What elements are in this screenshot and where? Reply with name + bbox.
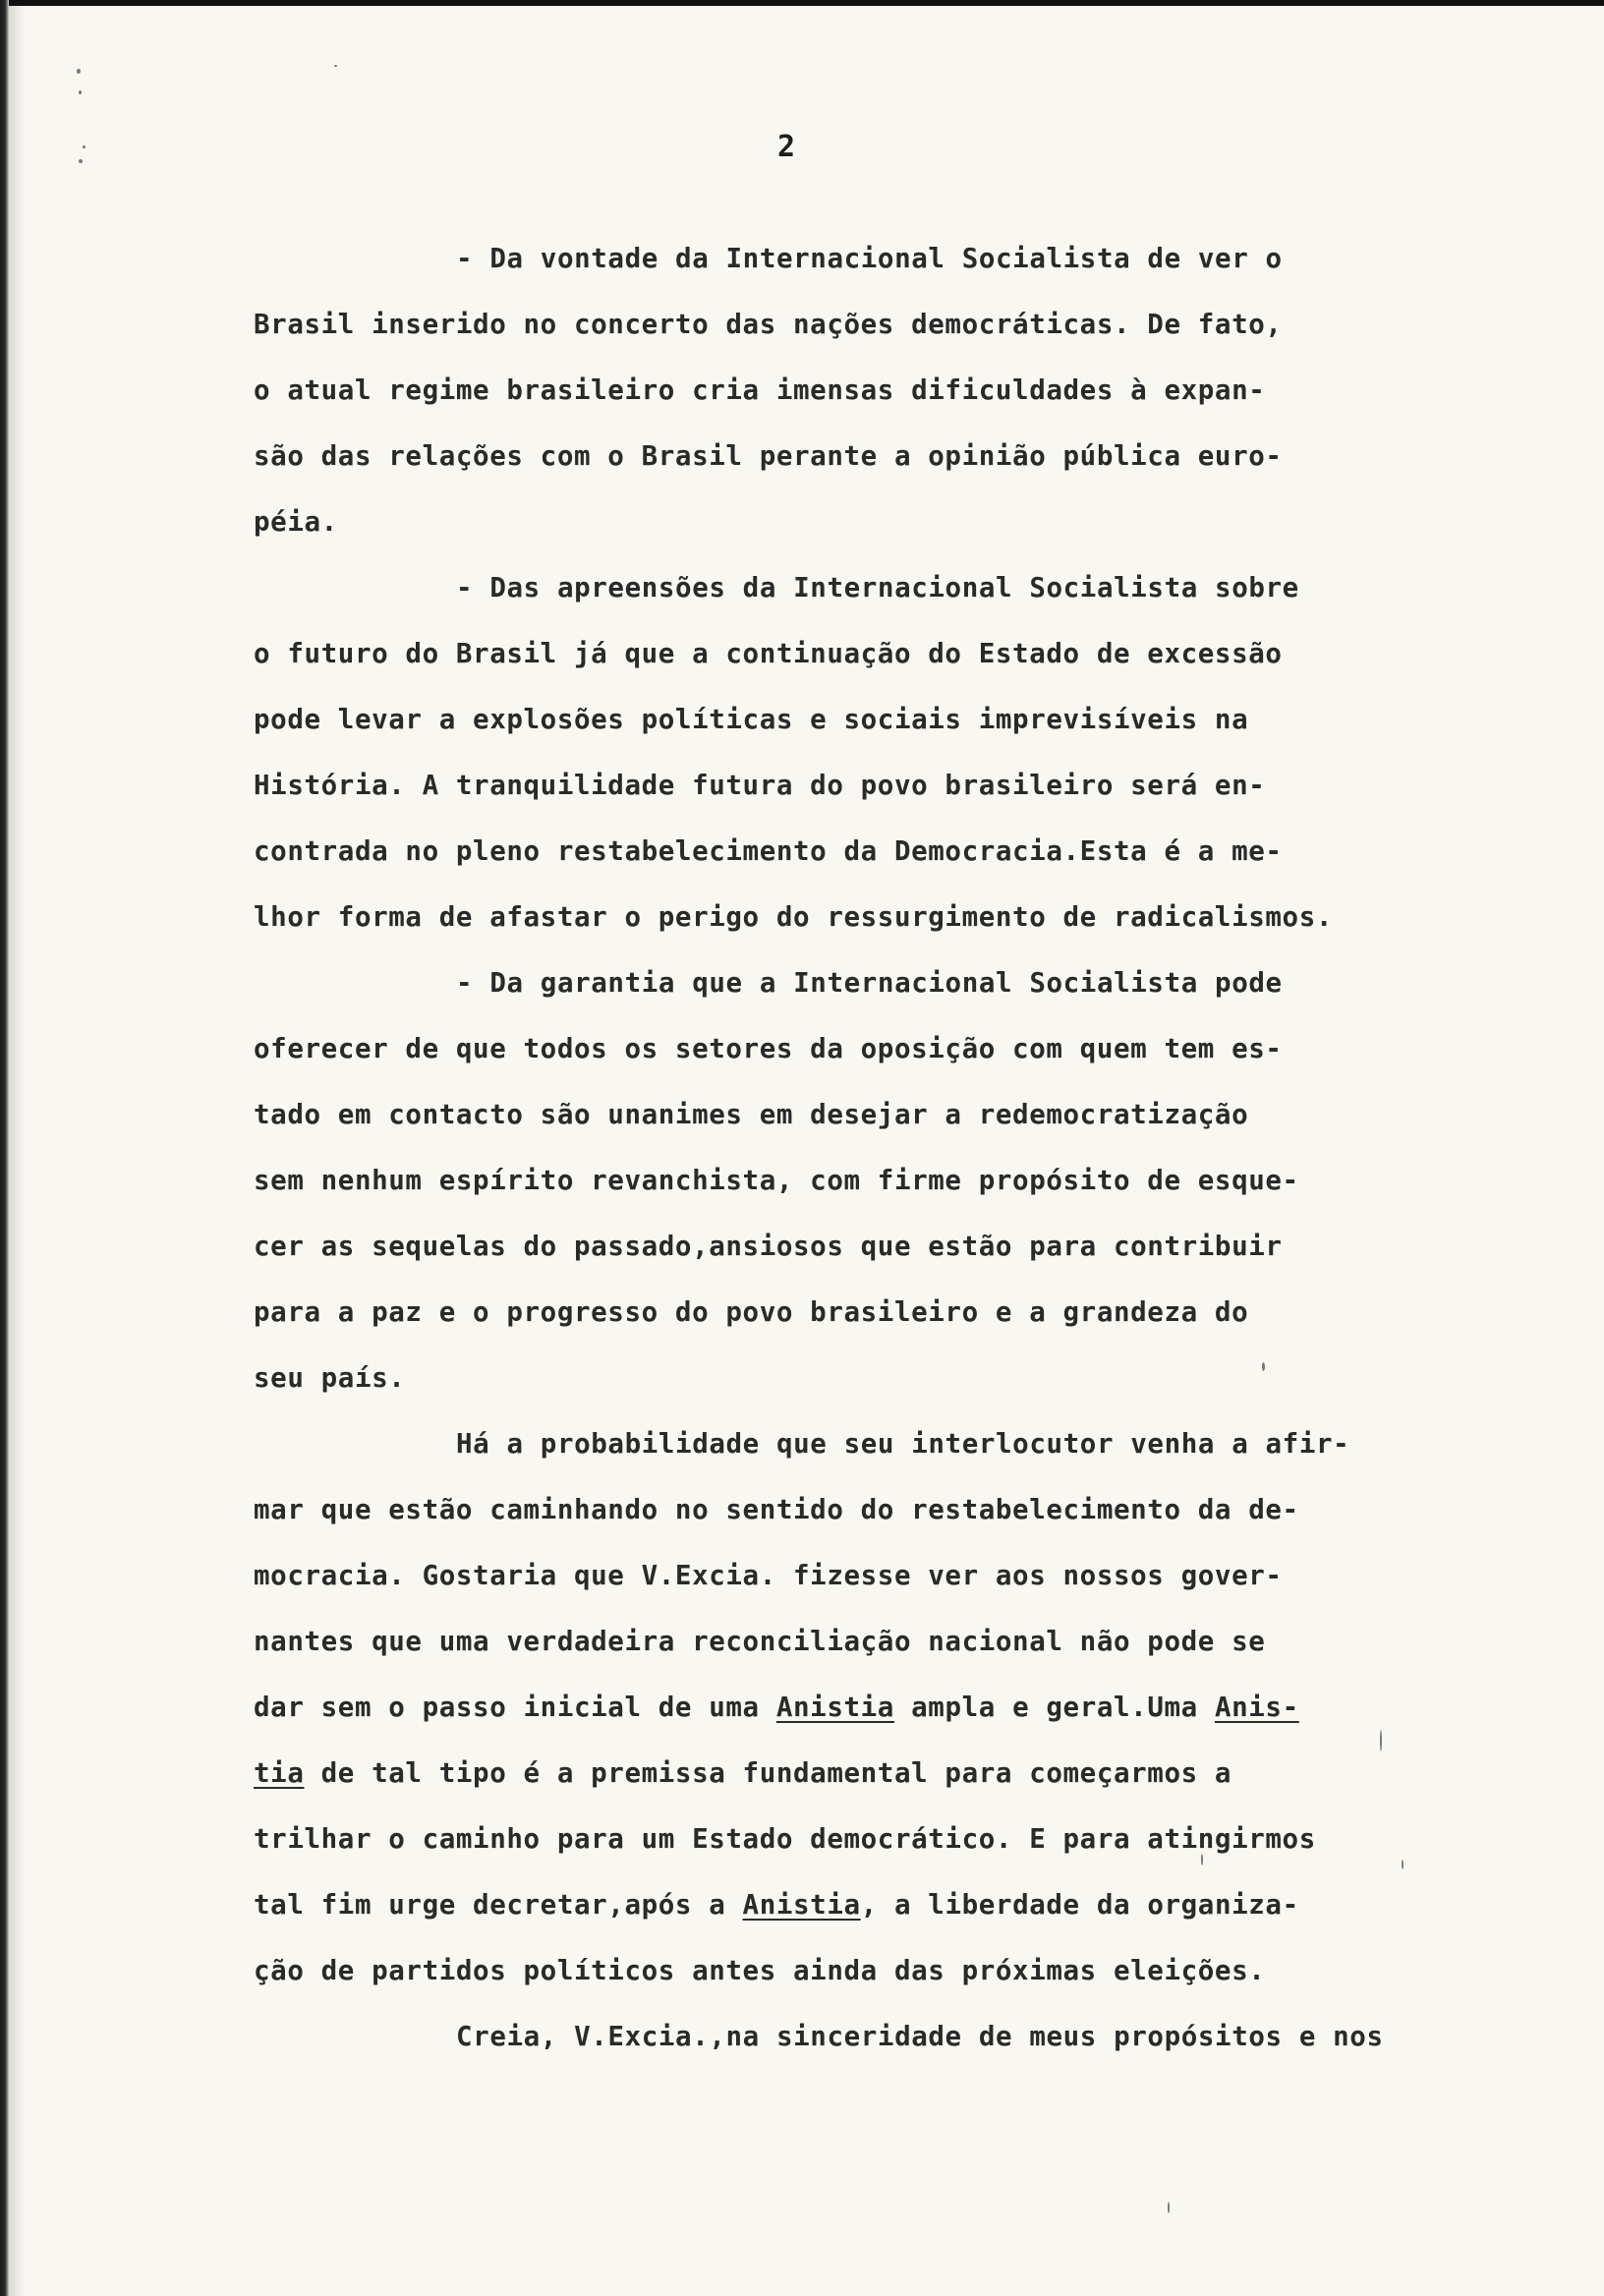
text-line	[254, 753, 1590, 819]
text-segment: - Da vontade da Internacional Socialista de ver o	[456, 243, 1283, 274]
text-segment: Há a probabilidade que seu interlocutor venha a afir-	[456, 1428, 1350, 1460]
text-segment: para a paz e o progresso do povo brasileiro e a grandeza do	[254, 1296, 1249, 1328]
text-segment: História. A tranquilidade futura do povo brasileiro será en-	[254, 770, 1266, 801]
scan-border-top	[0, 0, 1604, 6]
text-line	[254, 226, 1590, 292]
text-line	[254, 489, 1590, 555]
text-line	[254, 1477, 1590, 1543]
text-segment: tal fim urge decretar,após a	[254, 1889, 743, 1921]
text-line	[254, 687, 1590, 753]
page-number: 2	[776, 130, 796, 164]
text-line	[254, 555, 1590, 621]
text-line	[254, 1872, 1590, 1938]
text-segment: lhor forma de afastar o perigo do ressurgimento de radicalismos.	[254, 901, 1334, 933]
text-line	[254, 1609, 1590, 1675]
text-line	[254, 1280, 1590, 1346]
scan-edge-shadow	[9, 0, 25, 2296]
text-line	[254, 1543, 1590, 1609]
text-line	[254, 292, 1590, 358]
text-line	[254, 885, 1590, 950]
text-line	[254, 1741, 1590, 1807]
text-line	[254, 1214, 1590, 1280]
letter-body	[254, 226, 1590, 2070]
text-line	[254, 1411, 1590, 1477]
text-segment: o futuro do Brasil já que a continuação do Estado de excessão	[254, 638, 1283, 669]
text-segment: mar que estão caminhando no sentido do restabelecimento da de-	[254, 1494, 1299, 1525]
text-line	[254, 950, 1590, 1016]
text-segment: pode levar a explosões políticas e sociais imprevisíveis na	[254, 704, 1249, 735]
text-segment: dar sem o passo inicial de uma	[254, 1692, 776, 1723]
text-segment: seu país.	[254, 1362, 406, 1394]
underlined-word: Anistia	[775, 1692, 894, 1723]
underlined-word: Anistia	[742, 1889, 861, 1921]
text-segment: Brasil inserido no concerto das nações democráticas. De fato,	[254, 309, 1283, 340]
text-segment: péia.	[254, 506, 338, 538]
text-segment: sem nenhum espírito revanchista, com firme propósito de esque-	[254, 1165, 1299, 1196]
text-segment: mocracia. Gostaria que V.Excia. fizesse ver aos nossos gover-	[254, 1560, 1283, 1591]
text-segment: ção de partidos políticos antes ainda das próximas eleições.	[254, 1955, 1266, 1986]
text-line	[254, 1807, 1590, 1872]
text-line	[254, 424, 1590, 489]
underlined-word: tia	[254, 1757, 305, 1789]
text-segment: nantes que uma verdadeira reconciliação nacional não pode se	[254, 1626, 1266, 1657]
text-segment: - Da garantia que a Internacional Socialista pode	[456, 967, 1283, 999]
text-segment: tado em contacto são unanimes em desejar a redemocratização	[254, 1099, 1249, 1130]
text-segment: Creia, V.Excia.,na sinceridade de meus propósitos e nos	[456, 2021, 1384, 2052]
text-line	[254, 1675, 1590, 1741]
text-segment: o atual regime brasileiro cria imensas dificuldades à expan-	[254, 374, 1266, 406]
text-segment: , a liberdade da organiza-	[860, 1889, 1299, 1921]
text-segment: contrada no pleno restabelecimento da Democracia.Esta é a me-	[254, 835, 1283, 867]
text-line	[254, 1938, 1590, 2004]
text-segment: ampla e geral.Uma	[893, 1692, 1215, 1723]
text-segment: oferecer de que todos os setores da oposição com quem tem es-	[254, 1033, 1283, 1064]
scan-border-left	[0, 0, 9, 2296]
text-segment: são das relações com o Brasil perante a opinião pública euro-	[254, 440, 1283, 472]
text-segment: de tal tipo é a premissa fundamental para começarmos a	[304, 1757, 1232, 1789]
text-line	[254, 1082, 1590, 1148]
text-segment: cer as sequelas do passado,ansiosos que estão para contribuir	[254, 1231, 1283, 1262]
text-line	[254, 621, 1590, 687]
text-segment: - Das apreensões da Internacional Socialista sobre	[456, 572, 1299, 603]
underlined-word: Anis-	[1214, 1692, 1299, 1723]
text-line	[254, 358, 1590, 424]
text-line	[254, 2004, 1590, 2070]
text-line	[254, 819, 1590, 885]
text-line	[254, 1346, 1590, 1411]
text-line	[254, 1016, 1590, 1082]
text-line	[254, 1148, 1590, 1214]
text-segment: trilhar o caminho para um Estado democrático. E para atingirmos	[254, 1823, 1316, 1855]
